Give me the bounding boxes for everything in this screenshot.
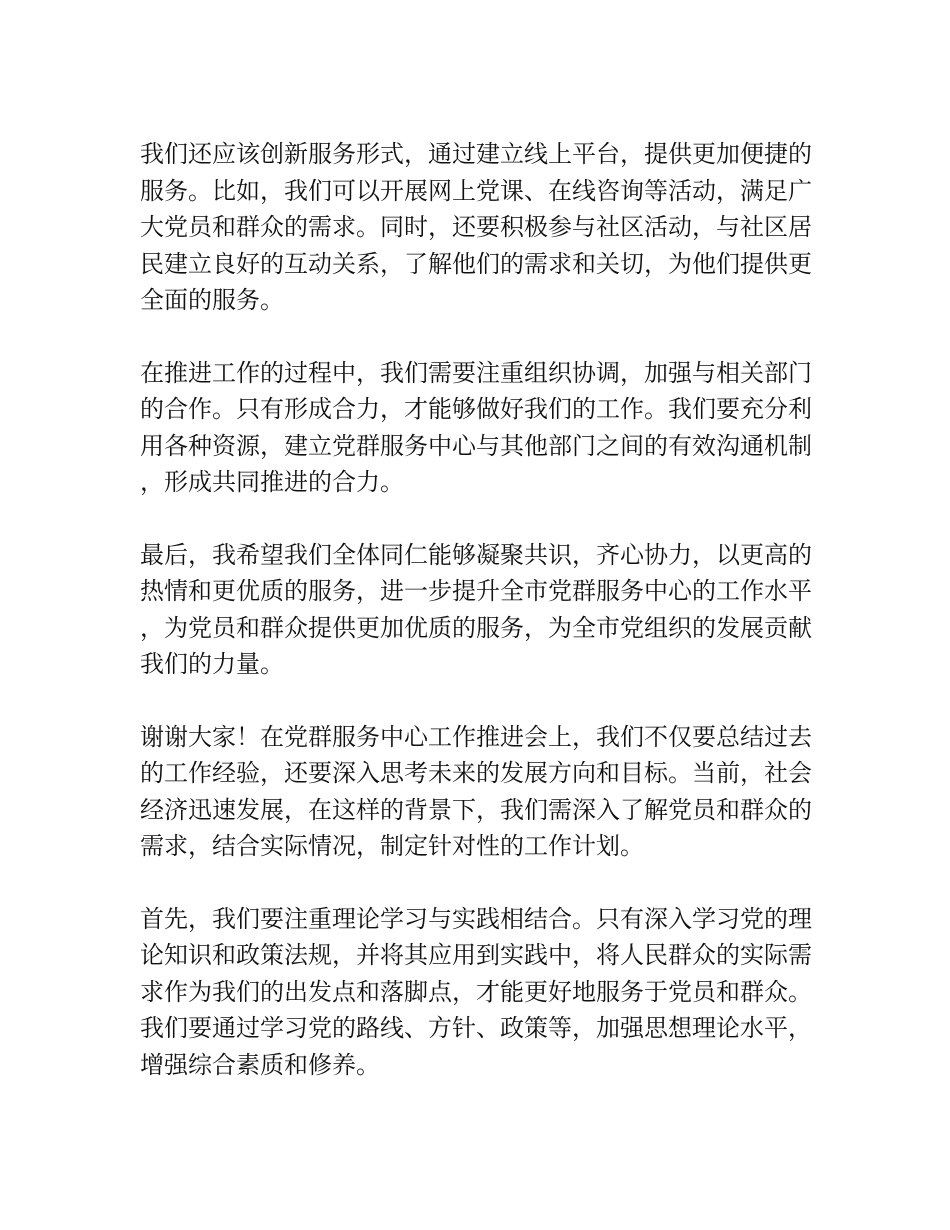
- paragraph-4: 谢谢大家！在党群服务中心工作推进会上，我们不仅要总结过去的工作经验，还要深入思考未来的发展方向和目标。当前，社会经济迅速发展，在这样的背景下，我们需深入了解党员和群众的需求，结合实际情况，制定针对性的工作计划。: [140, 722, 812, 860]
- paragraph-1: 我们还应该创新服务形式，通过建立线上平台，提供更加便捷的服务。比如，我们可以开展网上党课、在线咨询等活动，满足广大党员和群众的需求。同时，还要积极参与社区活动，与社区居民建立良好的互动关系，了解他们的需求和关切，为他们提供更全面的服务。: [140, 140, 812, 314]
- document-body: [140, 136, 812, 1119]
- paragraph-5: 首先，我们要注重理论学习与实践相结合。只有深入学习党的理论知识和政策法规，并将其应用到实践中，将人民群众的实际需求作为我们的出发点和落脚点，才能更好地服务于党员和群众。我们要通过学习党的路线、方针、政策等，加强思想理论水平，增强综合素质和修养。: [140, 904, 812, 1079]
- paragraph-3: 最后，我希望我们全体同仁能够凝聚共识，齐心协力，以更高的热情和更优质的服务，进一步提升全市党群服务中心的工作水平，为党员和群众提供更加优质的服务，为全市党组织的发展贡献我们的力量。: [140, 540, 812, 678]
- paragraph-2: 在推进工作的过程中，我们需要注重组织协调，加强与相关部门的合作。只有形成合力，才能够做好我们的工作。我们要充分利用各种资源，建立党群服务中心与其他部门之间的有效沟通机制，形成共同推进的合力。: [140, 358, 812, 496]
